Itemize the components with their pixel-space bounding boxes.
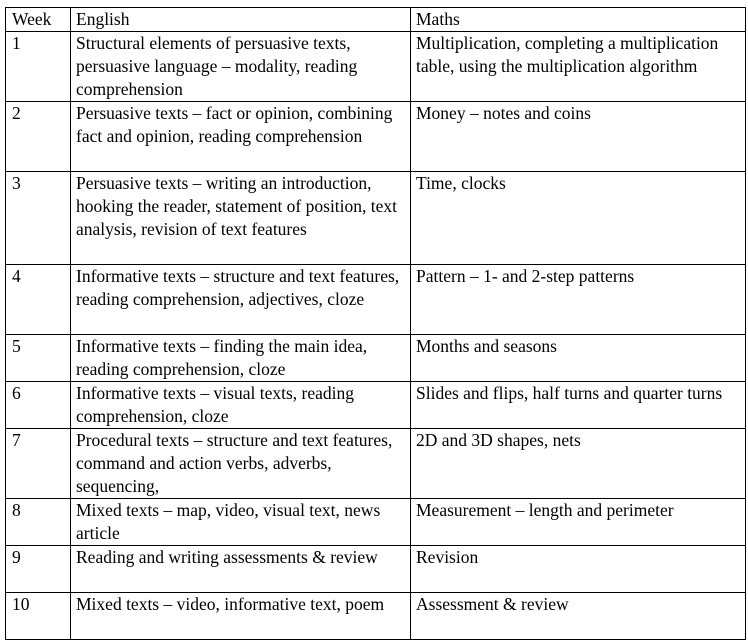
header-row bbox=[6, 8, 746, 32]
english-cell: Procedural texts – structure and text features, command and action verbs, adverbs, sequencing, bbox=[71, 429, 411, 499]
maths-cell: Slides and flips, half turns and quarter turns bbox=[411, 382, 746, 429]
english-cell: Reading and writing assessments & review bbox=[71, 546, 411, 593]
week-cell: 4 bbox=[6, 265, 71, 335]
week-cell: 8 bbox=[6, 499, 71, 546]
header-english: English bbox=[71, 8, 411, 32]
maths-cell: Money – notes and coins bbox=[411, 102, 746, 172]
maths-cell: Assessment & review bbox=[411, 593, 746, 640]
maths-cell: Measurement – length and perimeter bbox=[411, 499, 746, 546]
english-cell: Persuasive texts – fact or opinion, combining fact and opinion, reading comprehension bbox=[71, 102, 411, 172]
table-row bbox=[6, 172, 746, 265]
english-cell: Mixed texts – video, informative text, poem bbox=[71, 593, 411, 640]
table-row bbox=[6, 102, 746, 172]
week-cell: 5 bbox=[6, 335, 71, 382]
week-cell: 1 bbox=[6, 32, 71, 102]
english-cell: Structural elements of persuasive texts, persuasive language – modality, reading comprehension bbox=[71, 32, 411, 102]
table-row bbox=[6, 32, 746, 102]
week-cell: 6 bbox=[6, 382, 71, 429]
english-cell: Persuasive texts – writing an introduction, hooking the reader, statement of position, text analysis, revision of text features bbox=[71, 172, 411, 265]
table-row bbox=[6, 429, 746, 499]
week-cell: 10 bbox=[6, 593, 71, 640]
table-row bbox=[6, 265, 746, 335]
english-cell: Informative texts – finding the main idea, reading comprehension, cloze bbox=[71, 335, 411, 382]
maths-cell: 2D and 3D shapes, nets bbox=[411, 429, 746, 499]
curriculum-table bbox=[5, 7, 746, 640]
english-cell: Informative texts – visual texts, reading comprehension, cloze bbox=[71, 382, 411, 429]
week-cell: 3 bbox=[6, 172, 71, 265]
header-week: Week bbox=[6, 8, 71, 32]
week-cell: 7 bbox=[6, 429, 71, 499]
english-cell: Informative texts – structure and text features, reading comprehension, adjectives, cloze bbox=[71, 265, 411, 335]
maths-cell: Multiplication, completing a multiplication table, using the multiplication algorithm bbox=[411, 32, 746, 102]
maths-cell: Months and seasons bbox=[411, 335, 746, 382]
table-row bbox=[6, 546, 746, 593]
week-cell: 2 bbox=[6, 102, 71, 172]
table-row bbox=[6, 593, 746, 640]
table-row bbox=[6, 382, 746, 429]
maths-cell: Time, clocks bbox=[411, 172, 746, 265]
table-row bbox=[6, 499, 746, 546]
week-cell: 9 bbox=[6, 546, 71, 593]
maths-cell: Pattern – 1- and 2-step patterns bbox=[411, 265, 746, 335]
maths-cell: Revision bbox=[411, 546, 746, 593]
table-row bbox=[6, 335, 746, 382]
english-cell: Mixed texts – map, video, visual text, news article bbox=[71, 499, 411, 546]
header-maths: Maths bbox=[411, 8, 746, 32]
